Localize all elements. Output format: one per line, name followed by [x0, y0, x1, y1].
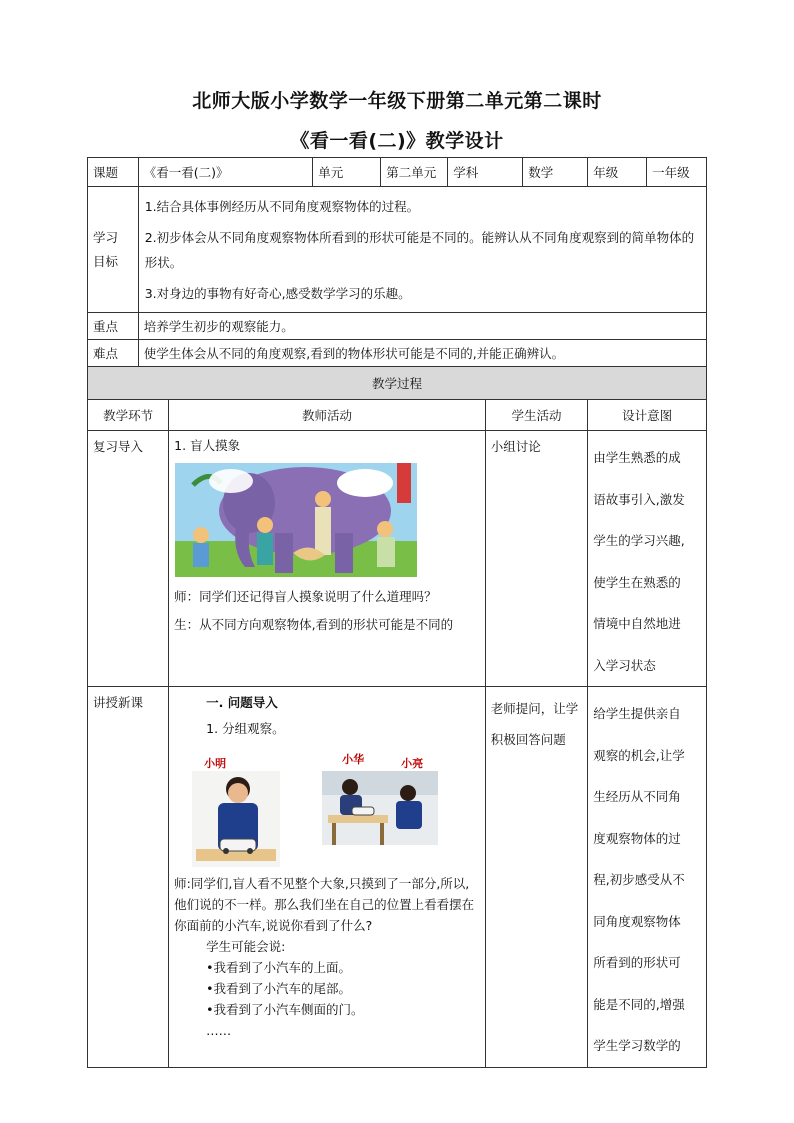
intent-line: 给学生提供亲自	[593, 706, 681, 721]
teacher-paragraph: 师:同学们,盲人看不见整个大象,只摸到了一部分,所以,他们说的不一样。那么我们坐在自己的位置上看看摆在你面前的小汽车,说说你看到了什么?	[174, 876, 475, 933]
intent-line: 所看到的形状可	[593, 955, 681, 970]
intent-line: 使学生在熟悉的	[593, 574, 681, 590]
lesson-heading: 一. 问题导入	[206, 695, 278, 710]
topic-label: 课题	[88, 158, 139, 187]
goal-item: 3.对身边的事物有好奇心,感受数学学习的乐趣。	[144, 285, 411, 301]
subject-value: 数学	[523, 158, 588, 187]
intent-line: 同角度观察物体	[593, 913, 681, 929]
stage-review: 复习导入	[88, 431, 169, 687]
intent-line: 入学习状态	[593, 657, 656, 673]
intent-line: 度观察物体的过	[593, 830, 681, 846]
boy-with-toy-car-photo	[192, 771, 280, 867]
ellipsis: ……	[206, 1023, 232, 1038]
process-row-new-lesson	[88, 687, 707, 1068]
list-item: •我看到了小汽车的尾部。	[206, 981, 352, 996]
subject-label: 学科	[448, 158, 523, 187]
goals-label-line1: 学习	[93, 229, 119, 245]
header-student: 学生活动	[485, 400, 587, 431]
header-stage: 教学环节	[88, 400, 169, 431]
goals-row	[88, 187, 707, 313]
document-title-line2: 《看一看(二)》教学设计	[290, 130, 504, 152]
may-say-intro: 学生可能会说:	[206, 939, 286, 954]
teacher-question: 师：同学们还记得盲人摸象说明了什么道理吗？	[174, 589, 437, 604]
list-item: •我看到了小汽车的上面。	[206, 960, 352, 975]
process-header-row	[88, 400, 707, 431]
label-xiaohua: 小华	[342, 753, 365, 766]
list-item: •我看到了小汽车侧面的门。	[206, 1002, 364, 1017]
header-teacher: 教师活动	[169, 400, 486, 431]
goal-item: 2.初步体会从不同角度观察物体所看到的形状可能是不同的。能辨认从不同角度观察到的简单物体的形状。	[144, 229, 695, 270]
student-activity-review: 小组讨论	[485, 431, 587, 687]
observation-photos	[174, 749, 480, 869]
grade-label: 年级	[588, 158, 647, 187]
goals-content	[138, 187, 706, 313]
intent-line: 学生的学习兴趣,	[593, 533, 685, 548]
intent-line: 由学生熟悉的成	[593, 450, 681, 465]
goal-item: 1.结合具体事例经历从不同角度观察物体的过程。	[144, 198, 420, 214]
intent-line: 能是不同的,增强	[593, 996, 685, 1012]
document-title-line1: 北师大版小学数学一年级下册第二单元第二课时	[192, 90, 602, 112]
intent-line: 语故事引入,激发	[593, 491, 685, 507]
grade-value: 一年级	[647, 158, 707, 187]
topic-value: 《看一看(二)》	[138, 158, 313, 187]
design-intent-review	[588, 431, 707, 687]
difficulty-value: 使学生体会从不同的角度观察,看到的物体形状可能是不同的,并能正确辨认。	[138, 340, 706, 367]
intent-line: 生经历从不同角	[593, 789, 681, 804]
two-kids-observing-photo	[322, 771, 438, 845]
difficulty-label: 难点	[88, 340, 139, 367]
student-answer: 生：从不同方向观察物体,看到的形状可能是不同的	[174, 617, 454, 632]
label-xiaoliang: 小亮	[401, 757, 424, 770]
intent-line: 程,初步感受从不	[593, 872, 685, 887]
key-point-label: 重点	[88, 313, 139, 340]
process-row-review	[88, 431, 707, 687]
difficulty-row	[88, 340, 707, 367]
blind-men-elephant-image	[175, 463, 417, 577]
lesson-plan-table	[87, 157, 707, 1068]
unit-value: 第二单元	[381, 158, 448, 187]
process-title: 教学过程	[88, 367, 707, 400]
review-heading: 1. 盲人摸象	[174, 438, 241, 453]
process-title-row	[88, 367, 707, 400]
student-answers-list	[174, 957, 480, 1041]
unit-label: 单元	[313, 158, 381, 187]
goals-label-line2: 目标	[93, 253, 119, 269]
design-intent-new-lesson	[588, 687, 707, 1068]
student-activity-new-lesson: 老师提问，让学积极回答问题	[485, 687, 587, 1068]
intent-line: 情境中自然地进	[593, 616, 681, 631]
key-point-value: 培养学生初步的观察能力。	[138, 313, 706, 340]
intent-line: 观察的机会,让学	[593, 747, 685, 763]
label-xiaoming: 小明	[204, 757, 227, 770]
teacher-activity-review	[169, 431, 486, 687]
goals-label	[88, 187, 139, 313]
teacher-activity-new-lesson	[169, 687, 486, 1068]
lesson-sub: 1. 分组观察。	[206, 721, 285, 736]
info-row	[88, 158, 707, 187]
stage-new-lesson: 讲授新课	[88, 687, 169, 1068]
header-intent: 设计意图	[588, 400, 707, 431]
key-point-row	[88, 313, 707, 340]
intent-line: 学生学习数学的	[593, 1038, 681, 1053]
